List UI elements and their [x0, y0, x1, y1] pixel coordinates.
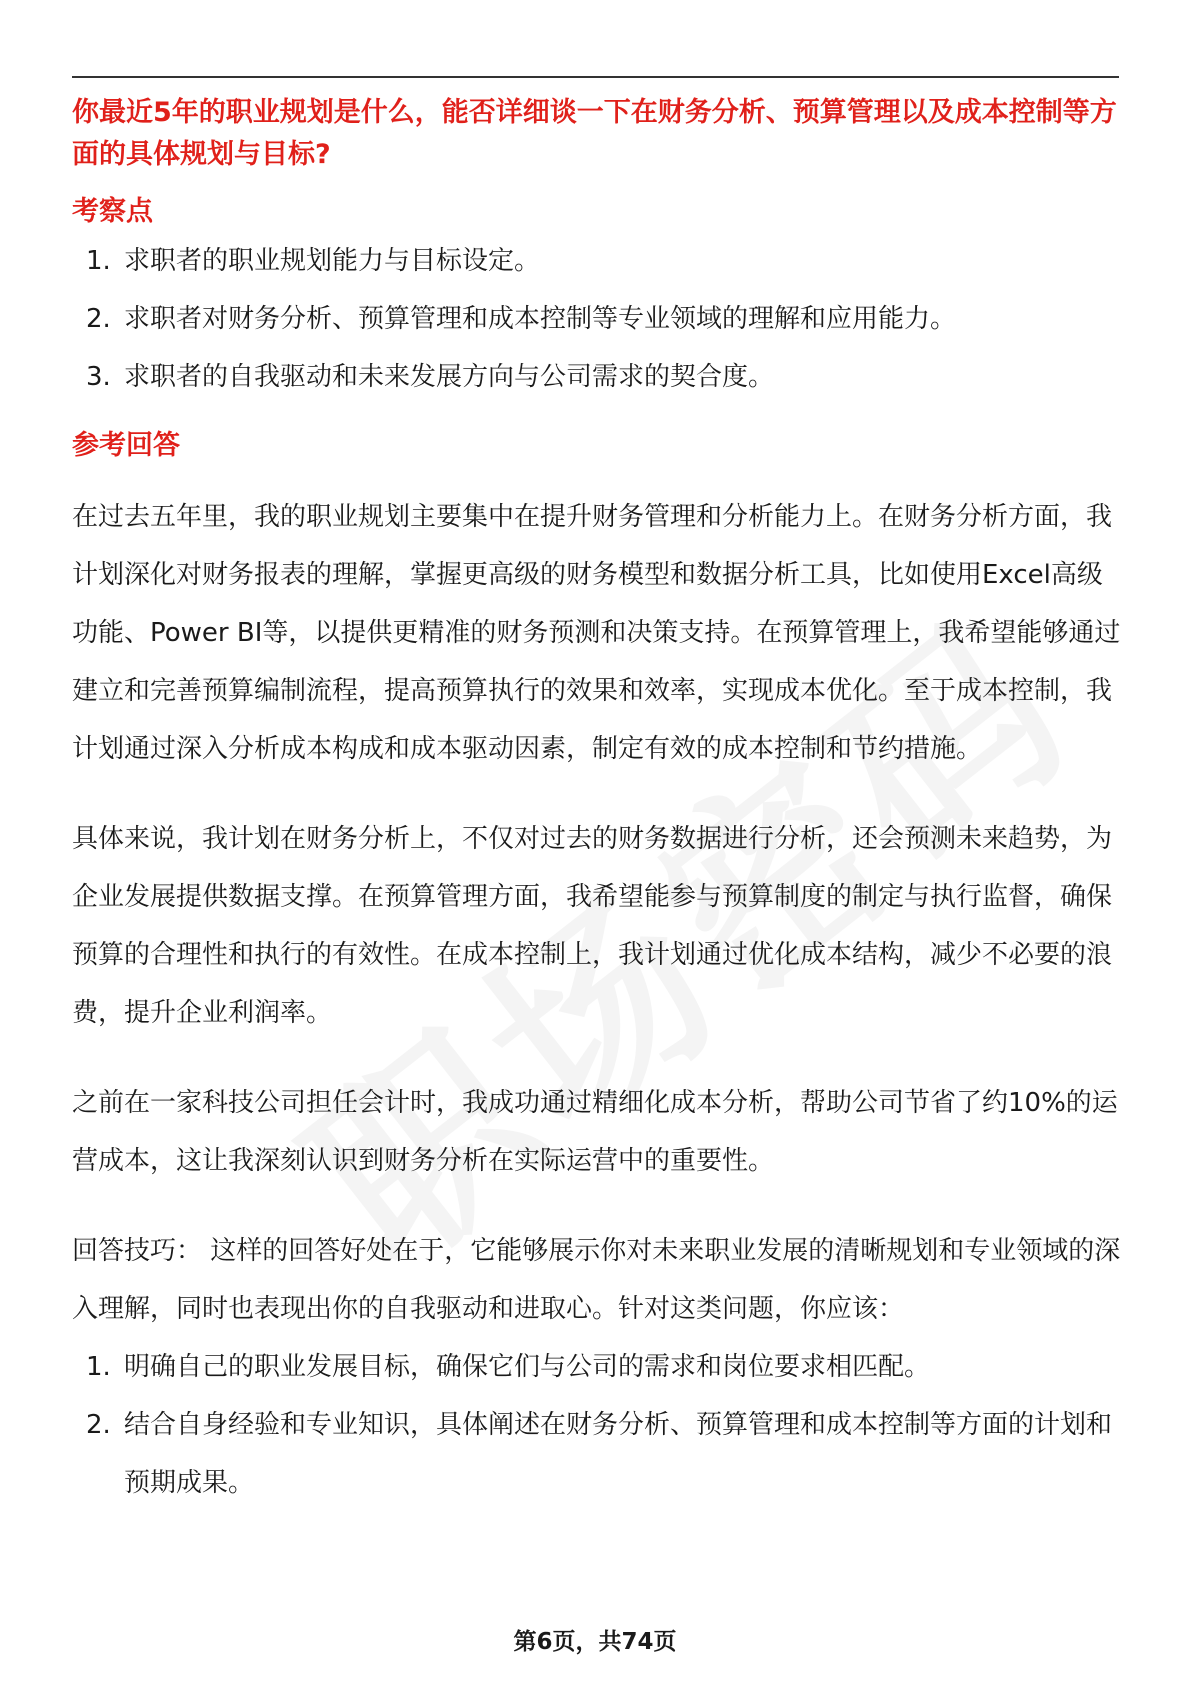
list-number: 1. [86, 1352, 111, 1382]
answer-section-title: 参考回答 [72, 430, 180, 461]
document-body [72, 92, 1124, 1512]
list-number: 2. [86, 1410, 111, 1440]
list-item-text: 求职者对财务分析、预算管理和成本控制等专业领域的理解和应用能力。 [124, 304, 957, 334]
list-item-text: 求职者的自我驱动和未来发展方向与公司需求的契合度。 [124, 362, 775, 392]
answer-paragraph: 具体来说，我计划在财务分析上，不仅对过去的财务数据进行分析，还会预测未来趋势，为企业发展提供数据支撑。在预算管理方面，我希望能参与预算制度的制定与执行监督，确保预算的合理性和执行的有效性。在成本控制上，我计划通过优化成本结构，减少不必要的浪费，提升企业利润率。 [72, 824, 1113, 1028]
list-item [72, 348, 1124, 406]
tips-list [72, 1338, 1124, 1512]
list-item [72, 290, 1124, 348]
list-item-text: 结合自身经验和专业知识，具体阐述在财务分析、预算管理和成本控制等方面的计划和预期成果。 [124, 1410, 1113, 1498]
list-number: 2. [86, 304, 111, 334]
list-number: 1. [86, 246, 111, 276]
answer-paragraph: 在过去五年里，我的职业规划主要集中在提升财务管理和分析能力上。在财务分析方面，我计划深化对财务报表的理解，掌握更高级的财务模型和数据分析工具，比如使用Excel高级功能、Power BI等，以提供更精准的财务预测和决策支持。在预算管理上，我希望能够通过建立和完善预算编制流程，提高预算执行的效果和效率，实现成本优化。至于成本控制，我计划通过深入分析成本构成和成本驱动因素，制定有效的成本控制和节约措施。 [72, 502, 1121, 764]
focus-section-title: 考察点 [72, 196, 153, 227]
list-number: 3. [86, 362, 111, 392]
list-item-text: 求职者的职业规划能力与目标设定。 [124, 246, 541, 276]
list-item-text: 明确自己的职业发展目标，确保它们与公司的需求和岗位要求相匹配。 [124, 1352, 931, 1382]
top-rule [72, 76, 1119, 78]
list-item [72, 1338, 1124, 1396]
tips-paragraph: 回答技巧： 这样的回答好处在于，它能够展示你对未来职业发展的清晰规划和专业领域的深入理解，同时也表现出你的自我驱动和进取心。针对这类问题，你应该： [72, 1236, 1121, 1324]
focus-list [72, 232, 1124, 406]
list-item [72, 1396, 1124, 1512]
answer-paragraph: 之前在一家科技公司担任会计时，我成功通过精细化成本分析，帮助公司节省了约10%的运营成本，这让我深刻认识到财务分析在实际运营中的重要性。 [72, 1088, 1118, 1176]
list-item [72, 232, 1124, 290]
question-heading: 你最近5年的职业规划是什么，能否详细谈一下在财务分析、预算管理以及成本控制等方面的具体规划与目标? [72, 97, 1117, 170]
page-footer: 第6页，共74页 [513, 1629, 677, 1655]
